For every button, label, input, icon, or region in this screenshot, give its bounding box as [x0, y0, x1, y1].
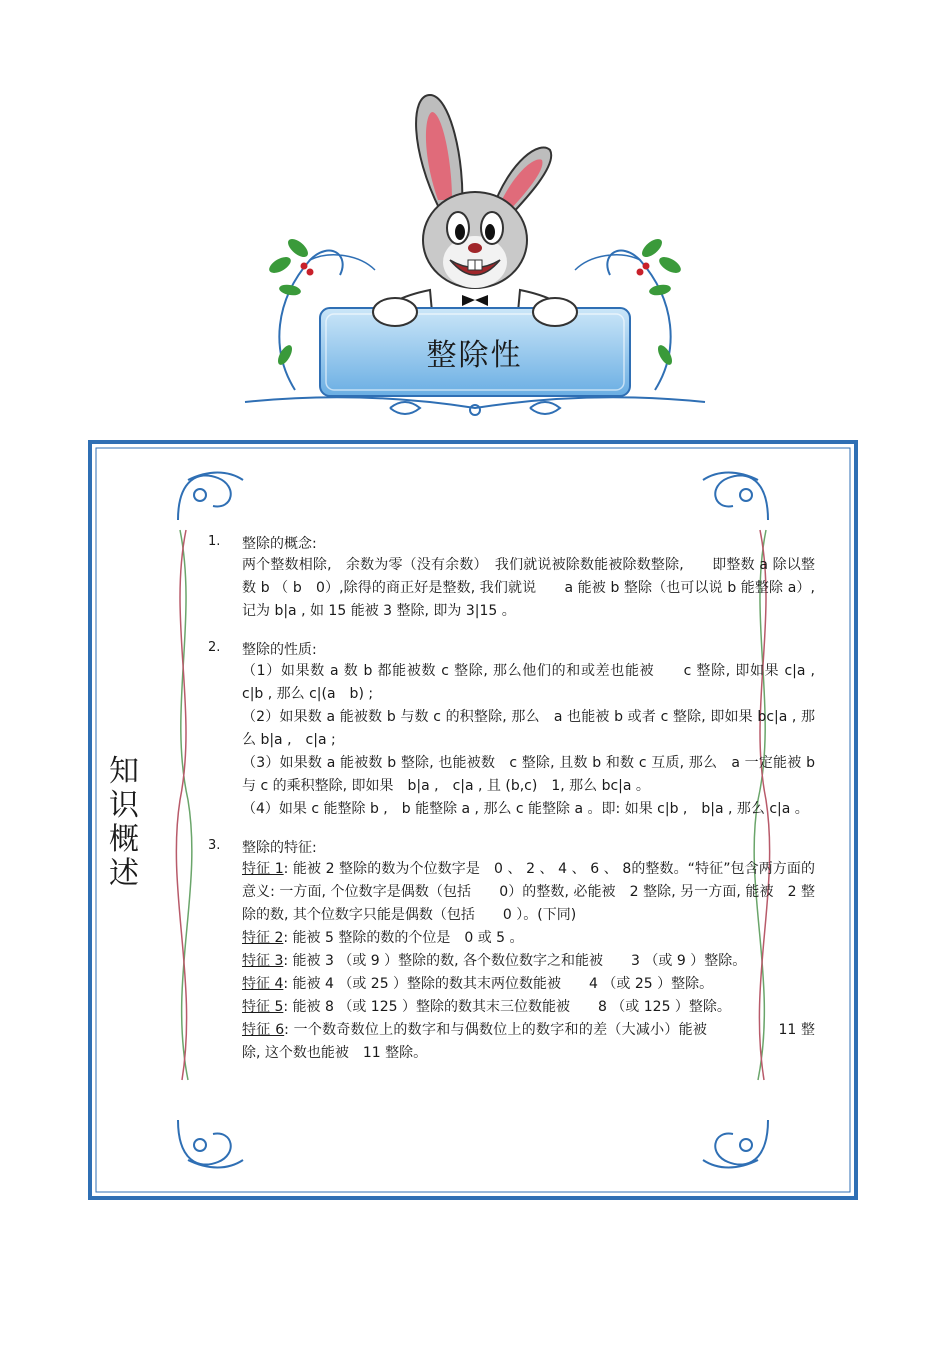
section-body: [242, 660, 829, 821]
feature-label: 特征 1: [242, 861, 284, 877]
side-title-char: 述: [109, 856, 139, 891]
section-number: 1.: [208, 534, 221, 549]
page-title: 整除性: [426, 338, 523, 373]
feature-item: [242, 973, 815, 996]
rabbit-mascot-icon: [378, 95, 572, 323]
feature-item: [242, 858, 815, 927]
property-item: （2）如果数 a 能被数 b 与数 c 的积整除, 那么 a 也能被 b 或者 c 整除, 即如果 bc|a , 那么 b|a , c|a ;: [242, 709, 815, 748]
feature-text: : 能被 2 整除的数为个位数字是 0 、 2 、 4 、 6 、 8的整数。“特征”包含两方面的意义: 一方面, 个位数字是偶数（包括 0）的整数, 必能被 2 整除, 另一方面, 能被 2 整除的数, 其个位数字只能是偶数（包括 0 ）。(下同): [242, 861, 815, 923]
section-body: [242, 554, 815, 623]
feature-text: : 能被 4 （或 25 ）整除的数其末两位数能被 4 （或 25 ）整除。: [283, 976, 714, 992]
side-title-char: 识: [109, 788, 139, 823]
feature-item: [242, 996, 815, 1019]
section-concept: [205, 534, 815, 623]
section-features: [205, 838, 815, 1065]
scroll-ornament: [245, 397, 705, 415]
feature-label: 特征 2: [242, 930, 284, 946]
side-title-char: 知: [109, 754, 139, 789]
property-item: （1）如果数 a 数 b 都能被数 c 整除, 那么他们的和或差也能被 c 整除, 即如果 c|a , c|b , 那么 c|(a b) ;: [242, 663, 829, 702]
section-title: 整除的特征:: [242, 840, 317, 856]
feature-text: : 能被 5 整除的数的个位是 0 或 5 。: [283, 930, 524, 946]
knowledge-content: [205, 534, 829, 1065]
feature-label: 特征 6: [242, 1022, 285, 1038]
section-title: 整除的性质:: [242, 642, 317, 658]
section-body: [242, 858, 815, 1065]
side-title-char: 概: [109, 822, 139, 857]
feature-text: : 一个数奇数位上的数字和与偶数位上的数字和的差（大减小）能被 11 整除, 这个数也能被 11 整除。: [242, 1022, 816, 1061]
section-number: 2.: [208, 640, 221, 655]
feature-text: : 能被 8 （或 125 ）整除的数其末三位数能被 8 （或 125 ）整除。: [283, 999, 731, 1015]
feature-label: 特征 3: [242, 953, 284, 969]
side-title: [104, 755, 144, 891]
feature-text: : 能被 3 （或 9 ）整除的数, 各个数位数字之和能被 3 （或 9 ）整除。: [283, 953, 747, 969]
feature-item: [242, 1019, 815, 1065]
feature-label: 特征 4: [242, 976, 284, 992]
feature-item: [242, 950, 815, 973]
section-title: 整除的概念:: [242, 536, 317, 552]
feature-item: [242, 927, 815, 950]
property-item: （3）如果数 a 能被数 b 整除, 也能被数 c 整除, 且数 b 和数 c 互质, 那么 a 一定能被 b 与 c 的乘积整除, 即如果 b|a , c|a , 且 (b,c) 1, 那么 bc|a 。: [242, 755, 815, 794]
feature-label: 特征 5: [242, 999, 284, 1015]
section-number: 3.: [208, 838, 221, 853]
property-item: （4）如果 c 能整除 b , b 能整除 a , 那么 c 能整除 a 。即: 如果 c|b , b|a , 那么 c|a 。: [242, 801, 809, 817]
paragraph: 两个整数相除, 余数为零（没有余数） 我们就说被除数能被除数整除, 即整数 a 除以整数 b （ b 0）,除得的商正好是整数, 我们就说 a 能被 b 整除（也可以说 b 能整除 a）, 记为 b|a , 如 15 能被 3 整除, 即为 3|15 。: [242, 557, 815, 619]
section-properties: [205, 640, 829, 821]
